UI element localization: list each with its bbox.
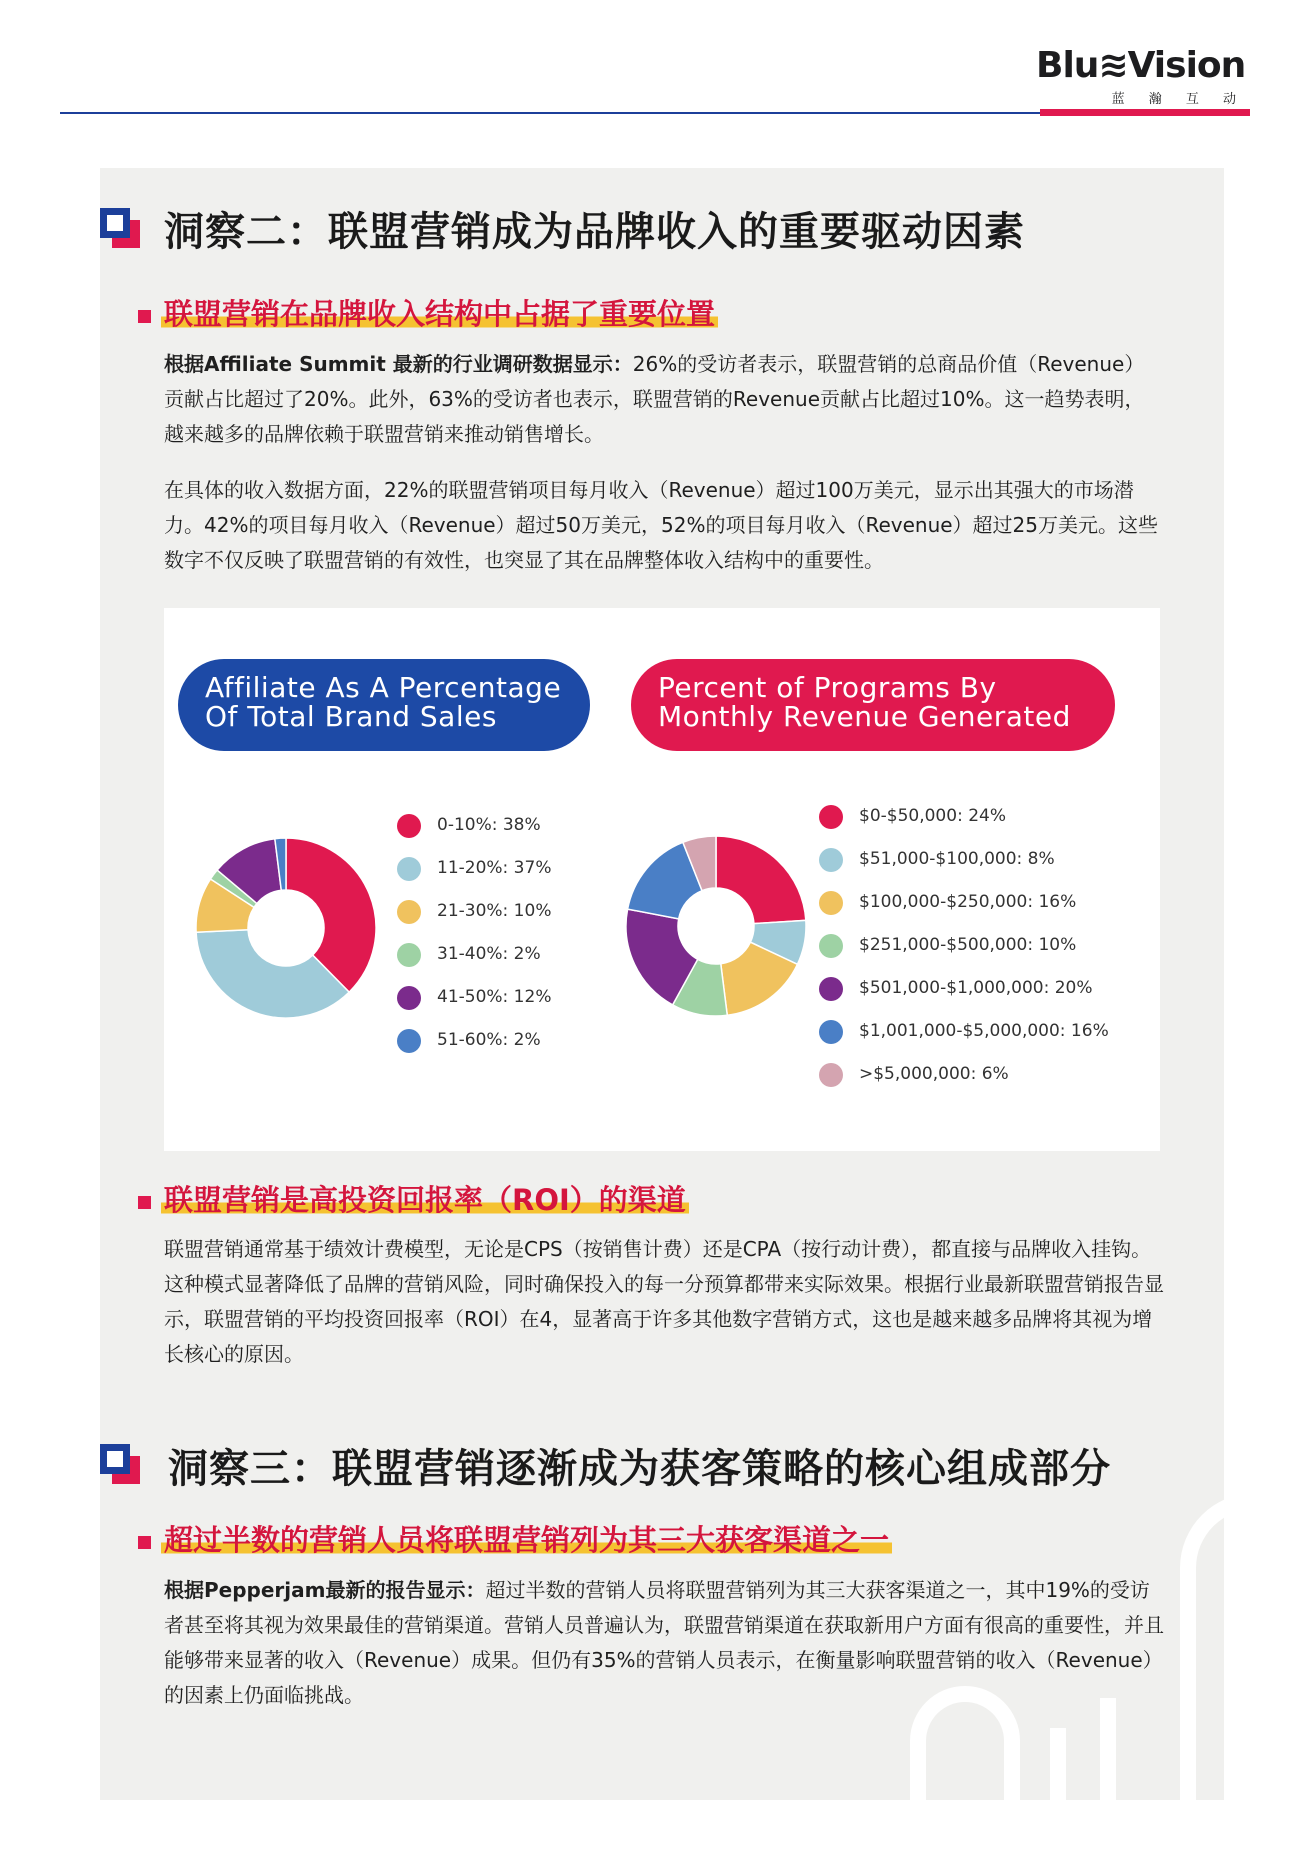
section-marker-icon	[100, 208, 140, 248]
chart2-legend-label: $51,000-$100,000: 8%	[859, 849, 1055, 869]
brand-logo-text: Blu≋Vision	[1036, 45, 1246, 86]
chart2-legend-label: >$5,000,000: 6%	[859, 1064, 1009, 1084]
chart1-legend-label: 31-40%: 2%	[437, 944, 541, 964]
paragraph-lead: 根据Affiliate Summit 最新的行业调研数据显示：	[164, 352, 633, 376]
chart2-legend-swatch	[819, 805, 843, 829]
subheading-revenue-structure: 联盟营销在品牌收入结构中占据了重要位置	[138, 292, 718, 333]
chart2-legend-swatch	[819, 1020, 843, 1044]
chart2-legend-swatch	[819, 1063, 843, 1087]
chart1-title-line1: Affiliate As A Percentage	[205, 671, 562, 704]
chart1-legend-label: 41-50%: 12%	[437, 987, 552, 1007]
chart2-title-line2: Monthly Revenue Generated	[658, 700, 1071, 733]
paragraph-revenue-data: 在具体的收入数据方面，22%的联盟营销项目每月收入（Revenue）超过100万美元，显示出其强大的市场潜力。42%的项目每月收入（Revenue）超过50万美元，52%的项目每月收入（Revenue）超过25万美元。这些数字不仅反映了联盟营销的有效性，也突显了其在品牌整体收入结构中的重要性。	[164, 478, 1159, 572]
header-accent-bar	[1040, 109, 1250, 116]
chart2-legend-swatch	[819, 934, 843, 958]
chart1-legend-swatch	[397, 900, 421, 924]
chart1-donut	[194, 836, 378, 1020]
chart2-donut	[624, 834, 808, 1018]
paragraph-lead: 根据Pepperjam最新的报告显示：	[164, 1578, 486, 1602]
bullet-square-icon	[138, 1536, 151, 1549]
bullet-square-icon	[138, 310, 151, 323]
chart2-legend-swatch	[819, 977, 843, 1001]
chart2-title-line1: Percent of Programs By	[658, 671, 997, 704]
chart2-legend-label: $1,001,000-$5,000,000: 16%	[859, 1021, 1109, 1041]
header-divider	[60, 112, 1040, 114]
paragraph-body: 26%的受访者表示，联盟营销的总商品价值（Revenue）贡献占比超过了20%。此外，63%的受访者也表示，联盟营销的Revenue贡献占比超过10%。这一趋势表明，越来越多的品牌依赖于联盟营销来推动销售增长。	[164, 352, 1145, 446]
chart2-slice-0	[716, 836, 806, 924]
chart1-legend-swatch	[397, 857, 421, 881]
decor-bar-1	[1050, 1728, 1066, 1800]
brand-logo-subtitle: 蓝 瀚 互 动	[1111, 92, 1246, 107]
chart1-title-line2: Of Total Brand Sales	[205, 700, 497, 733]
chart1-legend-swatch	[397, 1029, 421, 1053]
chart1-legend-swatch	[397, 986, 421, 1010]
chart1-legend-swatch	[397, 814, 421, 838]
paragraph-roi: 联盟营销通常基于绩效计费模型，无论是CPS（按销售计费）还是CPA（按行动计费），都直接与品牌收入挂钩。这种模式显著降低了品牌的营销风险，同时确保投入的每一分预算都带来实际效果。根据行业最新联盟营销报告显示，联盟营销的平均投资回报率（ROI）在4，显著高于许多其他数字营销方式，这也是越来越多品牌将其视为增长核心的原因。	[164, 1237, 1164, 1366]
chart2-legend-label: $0-$50,000: 24%	[859, 806, 1006, 826]
subheading-acquisition-channels: 超过半数的营销人员将联盟营销列为其三大获客渠道之一	[138, 1518, 892, 1559]
paragraph-pepperjam	[164, 1573, 1164, 1713]
section-title-insight-3: 洞察三：联盟营销逐渐成为获客策略的核心组成部分	[168, 1446, 1111, 1492]
chart1-legend-label: 11-20%: 37%	[437, 858, 552, 878]
subheading-roi-channel: 联盟营销是高投资回报率（ROI）的渠道	[138, 1178, 689, 1219]
chart2-legend-label: $251,000-$500,000: 10%	[859, 935, 1077, 955]
chart2-legend-swatch	[819, 891, 843, 915]
chart1-legend-swatch	[397, 943, 421, 967]
chart1-title-pill	[178, 659, 590, 751]
decor-arch-large	[1180, 1493, 1224, 1800]
chart2-legend-swatch	[819, 848, 843, 872]
paragraph-body: 超过半数的营销人员将联盟营销列为其三大获客渠道之一，其中19%的受访者甚至将其视为效果最佳的营销渠道。营销人员普遍认为，联盟营销渠道在获取新用户方面有很高的重要性，并且能够带来显著的收入（Revenue）成果。但仍有35%的营销人员表示，在衡量影响联盟营销的收入（Revenue）的因素上仍面临挑战。	[164, 1578, 1164, 1707]
chart2-title-pill	[631, 659, 1115, 751]
chart2-legend-label: $501,000-$1,000,000: 20%	[859, 978, 1093, 998]
brand-logo	[1036, 46, 1250, 107]
bullet-square-icon	[138, 1196, 151, 1209]
chart1-legend-label: 0-10%: 38%	[437, 815, 541, 835]
section-title-insight-2: 洞察二：联盟营销成为品牌收入的重要驱动因素	[164, 209, 1025, 255]
chart1-legend-label: 51-60%: 2%	[437, 1030, 541, 1050]
section-marker-icon	[100, 1444, 140, 1484]
decor-bar-2	[1100, 1698, 1116, 1800]
chart2-legend-label: $100,000-$250,000: 16%	[859, 892, 1077, 912]
paragraph-affiliate-summit	[164, 347, 1164, 452]
chart1-legend-label: 21-30%: 10%	[437, 901, 552, 921]
charts-card	[164, 608, 1160, 1151]
